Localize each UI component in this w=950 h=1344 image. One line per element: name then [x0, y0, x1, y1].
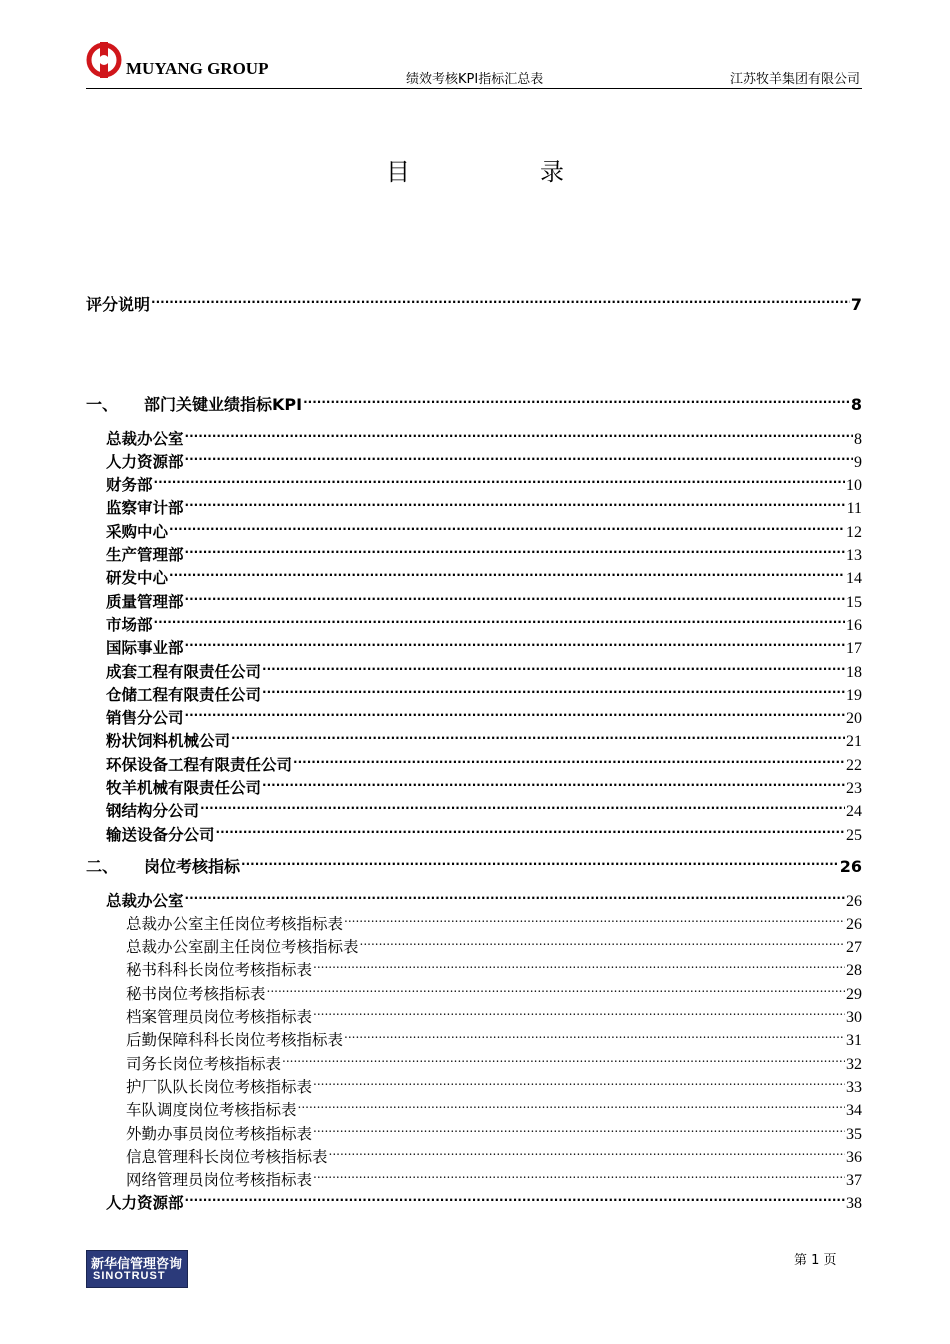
toc-entry-label: 司务长岗位考核指标表: [126, 1054, 282, 1073]
toc-entry-page: 25: [846, 826, 862, 844]
document-title: 绩效考核KPI指标汇总表: [406, 72, 544, 87]
toc-entry-label: 市场部: [106, 615, 153, 634]
toc-entry[interactable]: [86, 1115, 862, 1143]
toc-entry-page: 30: [846, 1009, 862, 1027]
toc-entry-page: 27: [846, 939, 862, 957]
toc-entry-page: 18: [846, 663, 862, 681]
toc-entry[interactable]: [86, 630, 862, 658]
toc-entry-page: 12: [846, 523, 862, 541]
toc-entry-page: 35: [846, 1125, 862, 1143]
toc-entry[interactable]: [86, 1092, 862, 1120]
toc-entry-page: 31: [846, 1032, 862, 1050]
toc-entry[interactable]: [86, 816, 862, 844]
toc-entry-page: 15: [846, 593, 862, 611]
toc-entry[interactable]: [86, 607, 862, 634]
toc-entry[interactable]: [86, 906, 862, 933]
toc-entry-label: 车队调度岗位考核指标表: [126, 1101, 297, 1120]
toc-section-2-list: [86, 906, 862, 1190]
toc-leader-dots: [231, 723, 845, 746]
toc-leader-dots: [185, 490, 846, 513]
toc-leader-dots: [344, 906, 845, 929]
toc-entry-label: 秘书岗位考核指标表: [126, 984, 266, 1003]
toc-leader-dots: [200, 793, 845, 816]
company-name: 江苏牧羊集团有限公司: [729, 72, 860, 87]
toc-entry-label: 档案管理员岗位考核指标表: [126, 1008, 313, 1027]
toc-entry-label: 粉状饲料机械公司: [106, 732, 231, 751]
toc-leader-dots: [216, 816, 845, 839]
toc-entry[interactable]: [86, 560, 862, 588]
toc-entry[interactable]: [86, 653, 862, 681]
toc-entry-label: 成套工程有限责任公司: [106, 662, 262, 681]
toc-entry[interactable]: [86, 700, 862, 728]
toc-entry-label: 研发中心: [106, 569, 169, 588]
toc-entry[interactable]: [86, 1069, 862, 1096]
toc-leader-dots: [313, 999, 845, 1022]
toc-entry-page: 32: [846, 1055, 862, 1073]
toc-entry[interactable]: 人力资源部 ..... 38: [86, 1185, 862, 1208]
sinotrust-logo: 新华信管理咨询 SINOTRUST: [86, 1250, 188, 1288]
toc-entry-label: 后勤保障科科长岗位考核指标表: [126, 1031, 344, 1050]
toc-entry-label: 仓储工程有限责任公司: [106, 685, 262, 704]
toc-section-1: [86, 387, 862, 844]
page-header: [86, 38, 862, 89]
toc-section-heading[interactable]: 一、 部门关键业绩指标KPI ..... 8: [86, 387, 862, 410]
toc-entry[interactable]: [86, 1045, 862, 1073]
toc-leader-dots: [313, 952, 845, 975]
toc-leader-dots: [313, 1069, 845, 1092]
toc-entry[interactable]: [86, 770, 862, 798]
toc-entry[interactable]: [86, 746, 862, 774]
toc-entry[interactable]: [86, 1162, 862, 1190]
toc-entry[interactable]: 评分说明 ..... 7: [86, 287, 862, 310]
toc-entry-page: 34: [846, 1102, 862, 1120]
toc-entry-label: 生产管理部: [106, 546, 184, 565]
toc-leader-dots: [313, 1162, 845, 1185]
toc-entry[interactable]: [86, 1139, 862, 1166]
toc-leader-dots: [360, 929, 845, 952]
toc-section-2: [86, 849, 862, 1213]
toc-leader-dots: [185, 444, 853, 467]
toc-leader-dots: [185, 630, 845, 653]
toc-entry-page: 29: [846, 985, 862, 1003]
toc-entry-label: 财务部: [106, 476, 153, 495]
toc-entry-label: 输送设备分公司: [106, 825, 215, 844]
toc-entry-page: 13: [846, 547, 862, 565]
toc-entry[interactable]: [86, 444, 862, 471]
muyang-logo-icon: [86, 40, 122, 80]
toc-entry[interactable]: [86, 583, 862, 611]
toc-entry-label: 销售分公司: [106, 709, 184, 728]
toc-entry-page: 33: [846, 1078, 862, 1096]
toc-entry[interactable]: [86, 513, 862, 541]
toc-section-heading[interactable]: 二、 岗位考核指标 ..... 26: [86, 849, 862, 872]
toc-entry-label: 钢结构分公司: [106, 802, 200, 821]
toc-leader-dots: [169, 560, 845, 583]
toc-section-1-list: [86, 420, 862, 844]
toc-entry[interactable]: [86, 793, 862, 821]
toc-entry-label: 外勤办事员岗位考核指标表: [126, 1124, 313, 1143]
toc-leader-dots: [154, 607, 845, 630]
toc-entry-page: 24: [846, 803, 862, 821]
toc-entry[interactable]: [86, 999, 862, 1027]
toc-leader-dots: [169, 513, 845, 536]
toc-leader-dots: [154, 467, 845, 490]
toc-entry-label: 护厂队队长岗位考核指标表: [126, 1077, 313, 1096]
toc-entry-page: 19: [846, 686, 862, 704]
toc-entry-label: 环保设备工程有限责任公司: [106, 755, 293, 774]
toc-leader-dots: [267, 975, 845, 998]
toc-entry-label: 牧羊机械有限责任公司: [106, 779, 262, 798]
toc-entry[interactable]: [86, 1022, 862, 1050]
toc-entry[interactable]: [86, 677, 862, 704]
toc-entry-label: 监察审计部: [106, 499, 184, 518]
toc-leader-dots: [313, 1115, 845, 1138]
toc-leader-dots: [329, 1139, 845, 1162]
toc-leader-dots: [262, 677, 845, 700]
toc-entry-page: 36: [846, 1148, 862, 1166]
toc-entry-page: 11: [846, 500, 862, 518]
toc-leader-dots: [282, 1045, 845, 1068]
toc-entry[interactable]: [86, 929, 862, 957]
toc-entry-page: 28: [846, 962, 862, 980]
toc-entry-label: 国际事业部: [106, 639, 184, 658]
toc-entry-page: 17: [846, 640, 862, 658]
toc-entry-page: 9: [854, 453, 862, 471]
toc-entry-page: 26: [846, 915, 862, 933]
toc-entry-label: 质量管理部: [106, 592, 184, 611]
toc-entry-page: 20: [846, 710, 862, 728]
toc-entry-label: 网络管理员岗位考核指标表: [126, 1171, 313, 1190]
toc-entry-page: 8: [854, 430, 862, 448]
toc-leader-dots: [262, 653, 845, 676]
toc-entry-label: 总裁办公室副主任岗位考核指标表: [126, 938, 359, 957]
toc-entry[interactable]: [86, 952, 862, 980]
toc-leader-dots: [344, 1022, 845, 1045]
toc-entry-page: 23: [846, 780, 862, 798]
toc-entry-page: 14: [846, 570, 862, 588]
toc-entry[interactable]: [86, 467, 862, 495]
toc-entry[interactable]: [86, 537, 862, 565]
toc-leader-dots: [185, 537, 845, 560]
toc-entry[interactable]: [86, 490, 862, 518]
toc-entry-label: 总裁办公室主任岗位考核指标表: [126, 914, 344, 933]
toc-leader-dots: [262, 770, 845, 793]
toc-title: 目 录: [386, 158, 564, 186]
brand-name: MUYANG GROUP: [126, 59, 269, 78]
toc-entry-label: 秘书科科长岗位考核指标表: [126, 961, 313, 980]
toc-scoring: [86, 287, 862, 315]
page-number: 第 1 页: [794, 1253, 837, 1268]
toc-entry[interactable]: [86, 723, 862, 751]
toc-leader-dots: [185, 583, 845, 606]
toc-entry[interactable]: [86, 975, 862, 1003]
toc-leader-dots: [185, 420, 853, 443]
toc-leader-dots: [298, 1092, 845, 1115]
toc-entry[interactable]: 总裁办公室 ..... 26: [86, 882, 862, 905]
toc-entry-page: 22: [846, 756, 862, 774]
toc-entry-label: 信息管理科长岗位考核指标表: [126, 1147, 328, 1166]
toc-entry-label: 采购中心: [106, 522, 169, 541]
toc-entry-page: 16: [846, 616, 862, 634]
toc-entry-label: 总裁办公室: [106, 429, 184, 448]
toc-leader-dots: [293, 746, 845, 769]
toc-entry-label: 人力资源部: [106, 452, 184, 471]
toc-entry-page: 10: [846, 477, 862, 495]
toc-leader-dots: [185, 700, 845, 723]
toc-entry-page: 37: [846, 1172, 862, 1190]
toc-entry[interactable]: [86, 420, 862, 448]
toc-entry-page: 21: [846, 733, 862, 751]
